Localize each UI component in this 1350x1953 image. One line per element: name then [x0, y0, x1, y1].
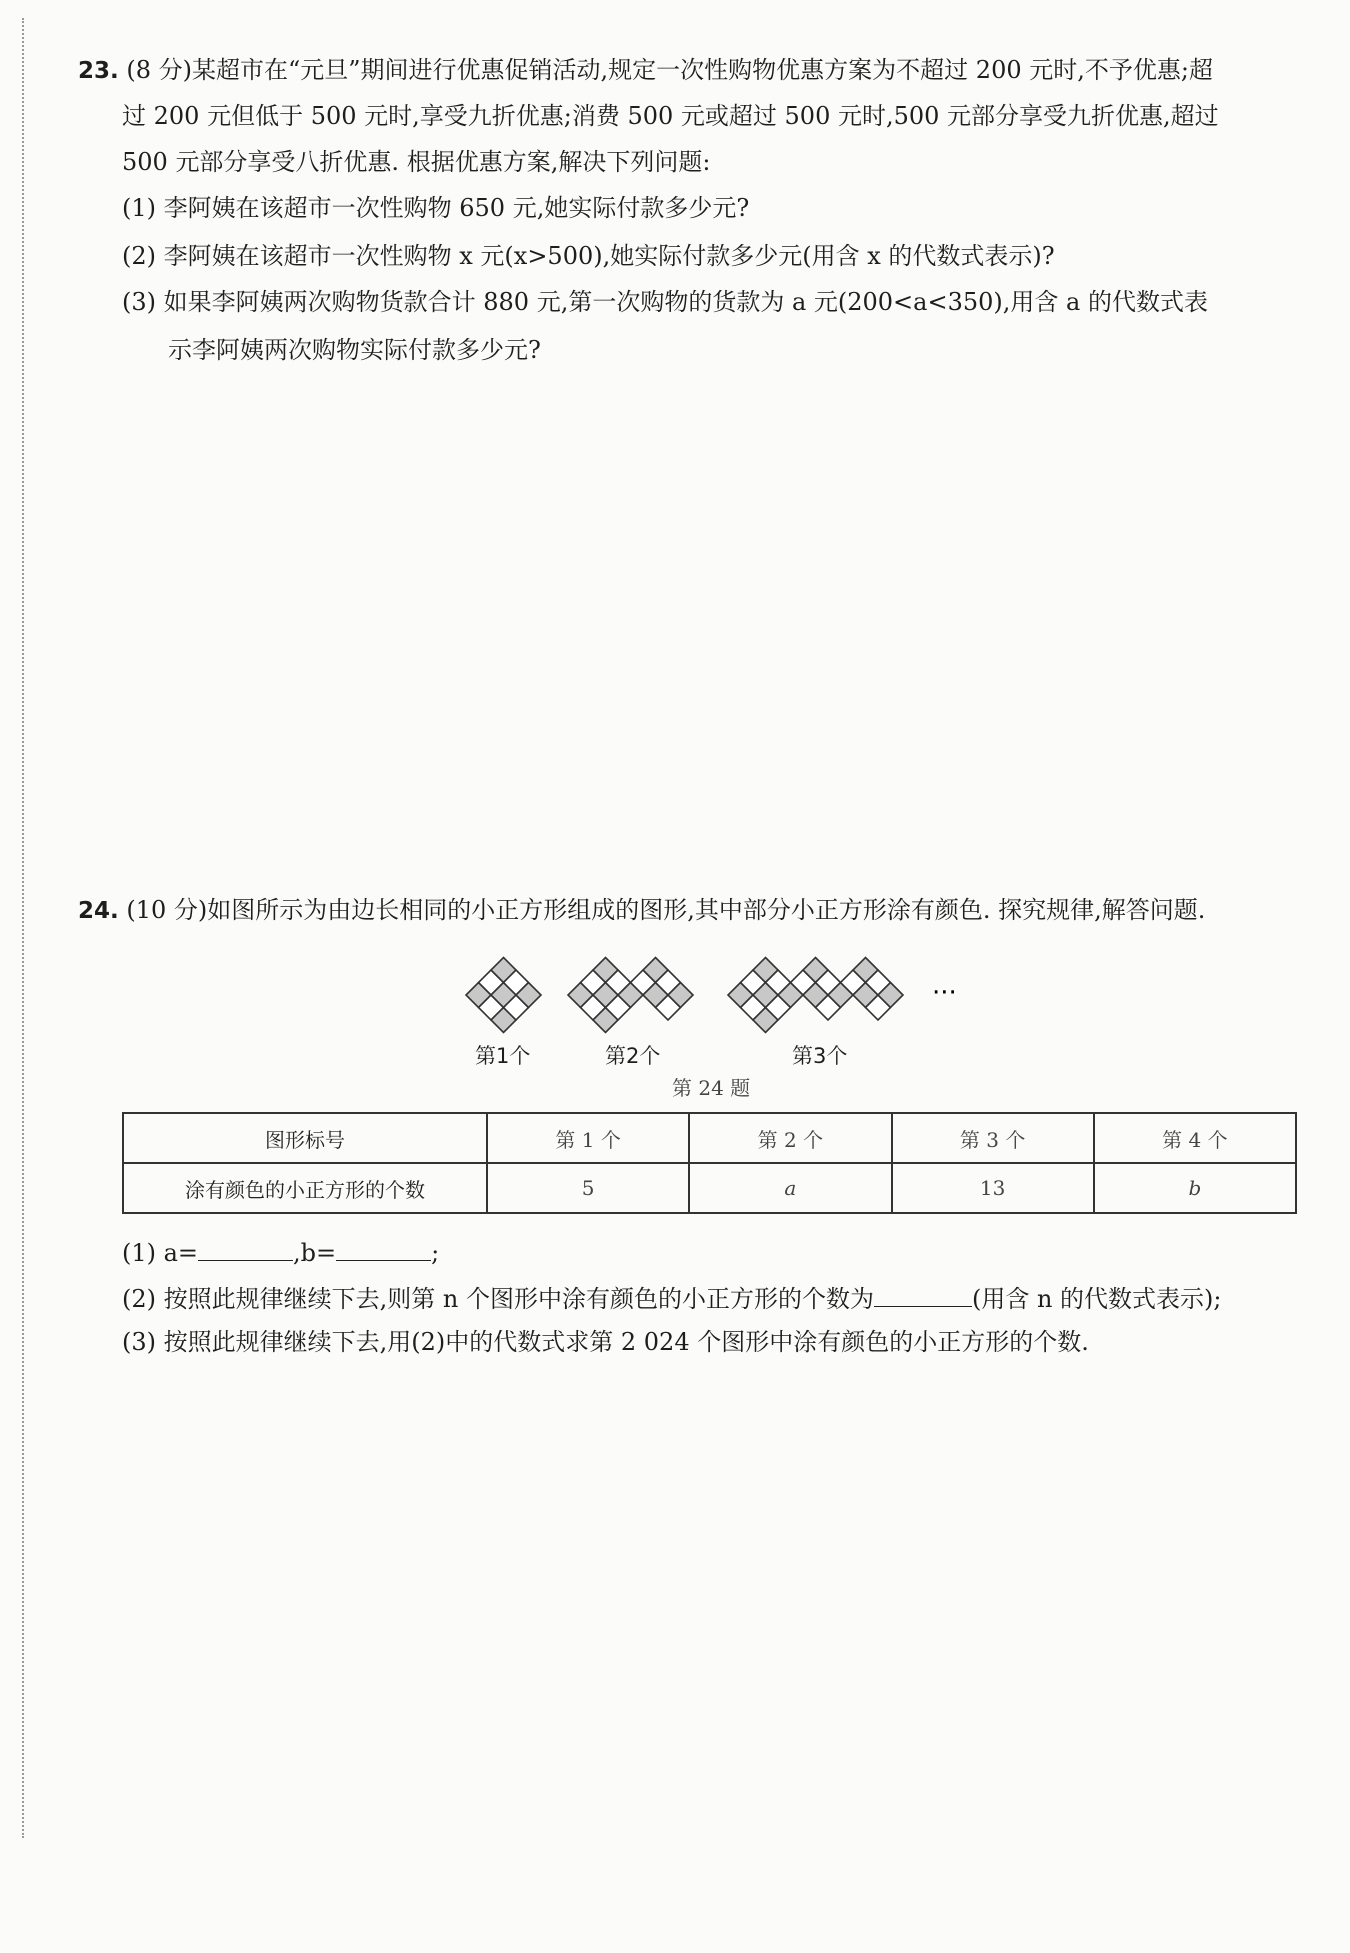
q24-line-1 — [78, 892, 1308, 929]
q24-part-2-pre: (2) 按照此规律继续下去,则第 n 个图形中涂有颜色的小正方形的个数为 — [122, 1285, 874, 1313]
q24-part-1-end: ; — [431, 1239, 440, 1267]
q24-number: 24. — [78, 898, 119, 924]
table-row — [123, 1113, 1296, 1163]
q24-part-1-a: (1) a= — [122, 1239, 199, 1267]
q23-line-3: 500 元部分享受八折优惠. 根据优惠方案,解决下列问题: — [122, 148, 711, 176]
q23-part-3: (3) 如果李阿姨两次购物货款合计 880 元,第一次购物的货款为 a 元(200<a<350),用含 a 的代数式表 — [122, 288, 1208, 316]
table-header-shaded-count: 涂有颜色的小正方形的个数 — [123, 1163, 487, 1213]
table-cell: 第 4 个 — [1094, 1113, 1296, 1163]
table-cell: a — [689, 1163, 891, 1213]
q23-part-3-cont: 示李阿姨两次购物实际付款多少元? — [168, 336, 541, 364]
q24-part-1-b: ,b= — [293, 1239, 337, 1267]
q23-line-2: 过 200 元但低于 500 元时,享受九折优惠;消费 500 元或超过 500 元时,500 元部分享受九折优惠,超过 — [122, 102, 1219, 130]
q24-part-1 — [122, 1232, 1350, 1271]
q24-part-3: (3) 按照此规律继续下去,用(2)中的代数式求第 2 024 个图形中涂有颜色的小正方形的个数. — [122, 1328, 1089, 1356]
q24-pattern-figure — [460, 935, 980, 1055]
q23-part-2: (2) 李阿姨在该超市一次性购物 x 元(x>500),她实际付款多少元(用含 x 的代数式表示)? — [122, 242, 1055, 270]
table-cell: 5 — [487, 1163, 689, 1213]
q23-part-1: (1) 李阿姨在该超市一次性购物 650 元,她实际付款多少元? — [122, 194, 750, 222]
q24-part-2 — [122, 1278, 1350, 1317]
table-row — [123, 1163, 1296, 1213]
figure-title: 第 24 题 — [672, 1076, 751, 1100]
q23-text-1: (8 分)某超市在“元旦”期间进行优惠促销活动,规定一次性购物优惠方案为不超过 200 元时,不予优惠;超 — [126, 56, 1213, 84]
answer-blank-a[interactable] — [198, 1232, 293, 1261]
table-cell: 第 2 个 — [689, 1113, 891, 1163]
fig-label-2: 第2个 — [605, 1044, 661, 1068]
table-cell: 13 — [892, 1163, 1094, 1213]
fig-label-3: 第3个 — [792, 1044, 848, 1068]
q24-part-2-post: (用含 n 的代数式表示); — [971, 1285, 1222, 1313]
q23-line-1 — [78, 52, 1308, 89]
ellipsis: ··· — [932, 978, 957, 1008]
q24-intro: (10 分)如图所示为由边长相同的小正方形组成的图形,其中部分小正方形涂有颜色. 探究规律,解答问题. — [126, 896, 1206, 924]
table-cell: 第 3 个 — [892, 1113, 1094, 1163]
table-cell: 第 1 个 — [487, 1113, 689, 1163]
answer-blank-b[interactable] — [336, 1232, 431, 1261]
fig-label-1: 第1个 — [475, 1044, 531, 1068]
table-cell: b — [1094, 1163, 1296, 1213]
answer-blank-n[interactable] — [874, 1278, 972, 1307]
table-header-figure-number: 图形标号 — [123, 1113, 487, 1163]
q24-table — [122, 1112, 1297, 1214]
q23-number: 23. — [78, 58, 119, 84]
